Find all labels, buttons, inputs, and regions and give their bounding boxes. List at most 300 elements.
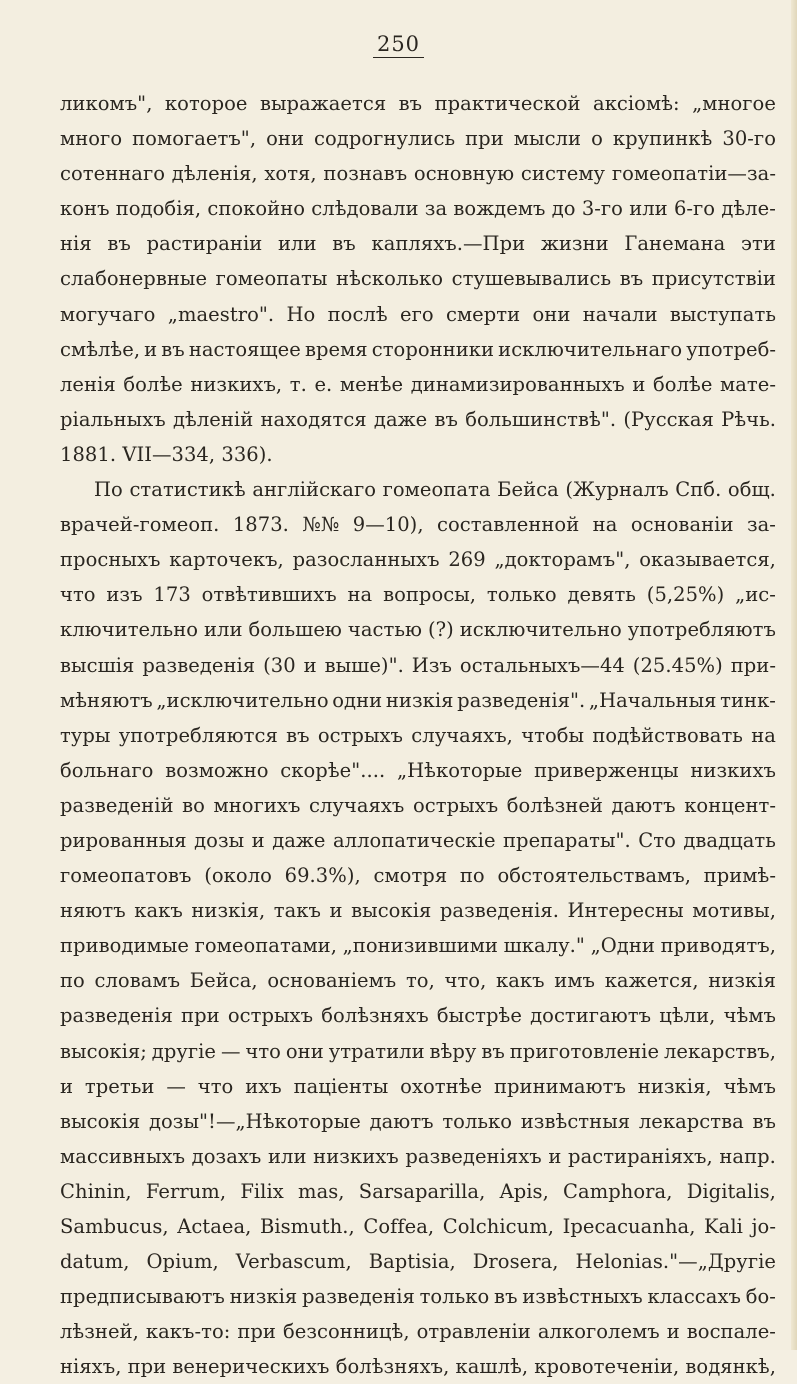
word: врачей-гомеоп. [60,513,220,537]
word: спокойно [207,197,306,221]
word: Actaea, [177,1215,252,1238]
text-line [60,332,776,367]
word: ключительно [60,618,199,642]
word: лекарствъ, [663,1039,776,1063]
word: (около [204,864,272,888]
word: англійскаго [252,478,377,502]
word: за- [746,513,776,537]
word: остальныхъ—44 [459,653,625,677]
text-line [60,823,776,858]
word: большею [248,618,342,642]
word: скорѣе".... [280,758,386,782]
text-line [60,1104,776,1139]
text-line [60,261,776,296]
word: отвѣтившихъ [201,583,337,607]
word: болѣе [653,372,713,396]
word: Opium, [146,1250,219,1274]
word: (5,25%) [646,583,725,607]
word: хотя, [264,162,317,186]
word: Ferrum, [145,1179,227,1203]
word: конъ [60,197,110,221]
word: разведеніяхъ [405,1144,542,1168]
word: словамъ [94,969,181,993]
word: въ [494,1285,518,1309]
word: дозахъ [191,1144,262,1168]
word: гомеопатовъ [60,864,192,888]
word: Colchicum, [442,1215,555,1238]
word: алкоголемъ [537,1320,660,1344]
word: тинк- [720,688,776,712]
word: такъ [273,899,322,923]
word: (25.45%) [632,653,723,677]
word: приверженцы [534,758,679,782]
word: Сто [638,828,676,852]
word: въ [332,232,356,256]
word: стушевывались [451,267,612,291]
word: разведенія [301,1285,415,1309]
word: болѣе [123,372,183,396]
word: они [532,302,571,326]
word: Бейса, [189,969,258,993]
word: даже [272,828,326,852]
word: послѣ [327,302,388,326]
word: приводятъ, [660,934,776,958]
word: даютъ [611,793,676,817]
word: при [181,1004,220,1028]
word: шкалу." [503,934,585,958]
word: острыхъ [317,723,404,747]
word: Filix [240,1179,284,1203]
word: низкія, [191,899,266,923]
text-line [60,402,776,437]
text-line [60,1244,776,1279]
word: случаяхъ [308,793,405,817]
word: достигаютъ [530,1004,652,1028]
word: просныхъ [60,548,161,572]
word: помогаетъ", [132,127,257,151]
word: Бейса [497,478,559,502]
word: и [666,1320,680,1344]
text-line [60,226,776,261]
word: вождемъ [453,197,546,221]
word: Apis, [499,1179,549,1203]
word: — [166,1074,186,1098]
word: препараты". [503,828,631,852]
word: Helonias."—„Другіе [575,1250,776,1274]
word: дозы"!—„Нѣкоторые [148,1109,361,1133]
word: 1873. [232,513,289,537]
word: чѣмъ [723,1004,776,1028]
word: выступать [669,302,776,326]
word: Изъ [411,653,452,677]
word: отравленіи [416,1320,531,1344]
word: и [251,828,265,852]
word: дѣленій [172,407,254,431]
word: Sambucus, [60,1215,169,1238]
word: находятся [260,407,367,431]
word: острыхъ [412,793,499,817]
word: 269 [448,548,486,572]
text-line [60,1349,776,1384]
word: карточекъ, [169,548,284,572]
word: при [465,127,504,151]
word: высокія; [60,1039,147,1063]
word: или [629,197,668,221]
word: mas, [298,1179,345,1203]
word: „исключительно [156,688,329,712]
word: въ [107,232,131,256]
word: разведеній [60,793,174,817]
word: чѣмъ [723,1074,776,1098]
text-line [60,507,776,542]
word: нѣсколько [336,267,444,291]
text-line [60,1314,776,1349]
word: мѣняютъ [60,688,153,712]
word: Camphora, [563,1179,673,1203]
word: оказывается, [639,548,776,572]
word: сотеннаго [60,162,166,186]
word: 30-го [722,127,776,151]
word: за [424,197,448,221]
word: что [245,1039,281,1063]
word: Coffea, [363,1215,435,1238]
word: двадцать [683,828,776,852]
word: Kali [704,1215,743,1238]
word: низкихъ [690,758,776,782]
word: datum, [60,1250,130,1274]
word: частью [347,618,423,642]
word: острыхъ [227,1004,314,1028]
word: безсонницѣ, [282,1320,410,1344]
word: Но [286,302,316,326]
text-line [60,998,776,1033]
word: растираніяхъ, [568,1144,713,1168]
text-line [60,683,776,718]
word: возможно [165,758,269,782]
text-line [60,648,776,683]
word: въ [161,337,185,361]
word: начали [582,302,658,326]
word: Baptisia, [368,1250,456,1274]
word: концент- [684,793,776,817]
word: — [220,1039,241,1063]
word: основную [413,162,515,186]
word: ріальныхъ [60,407,166,431]
word: №№ [302,513,340,537]
word: низкихъ, [190,372,283,396]
text-line [60,612,776,647]
word: практической [434,92,581,115]
word: 69.3%), [284,864,361,888]
word: приводимые [60,934,189,958]
text-line [60,191,776,226]
word: няютъ [60,899,126,923]
word: они [266,127,304,151]
word: имъ [554,969,596,993]
word: т. [289,372,307,396]
text-line [60,1209,776,1244]
word: большинствѣ". [465,407,617,431]
word: которое [164,92,248,115]
word: „Нѣкоторые [396,758,523,782]
word: смѣлѣе, [60,337,141,361]
word: смерти [445,302,521,326]
word: (Русская [623,407,714,431]
word: о [591,127,603,151]
word: мате- [720,372,776,396]
word: обстоятельствамъ, [497,864,691,888]
word: по [459,864,485,888]
word: 9—10), [352,513,424,537]
word: принимаютъ [493,1074,626,1098]
text-line [60,577,776,612]
text-line [60,1279,776,1314]
word: на [751,723,776,747]
page-edge [791,0,797,1350]
word: классахъ [647,1285,741,1309]
word: 173 [153,583,191,607]
word: въ [481,1039,505,1063]
word: „Одни [590,934,655,958]
word: эти [741,232,776,256]
word: настоящее [188,337,301,361]
word: туры [60,723,111,747]
word: какъ-то: [145,1320,231,1344]
word: при- [730,653,776,677]
word: аксіомѣ: [593,92,680,115]
word: и [144,337,158,361]
word: рированныя [60,828,187,852]
text-line [60,753,776,788]
word: мотивы, [692,899,776,923]
word: предписываютъ [60,1285,225,1309]
word: присутствіи [651,267,776,291]
word: сторонники [371,337,495,361]
word: нія [60,232,92,256]
word: „Начальныя [588,688,717,712]
word: больнаго [60,758,154,782]
word: только [486,583,557,607]
word: только [419,1285,490,1309]
word: или [204,618,243,642]
word: въ [398,92,423,115]
word: случаяхъ, [411,723,513,747]
text-line [60,156,776,191]
word: по [60,969,85,993]
word: даже [373,407,428,431]
word: извѣстныхъ [522,1285,643,1309]
word: менѣе [339,372,404,396]
word: составленной [437,513,580,537]
word: подѣйствовать [592,723,743,747]
text-line [60,86,776,121]
text-line [60,542,776,577]
word: Bismuth., [259,1215,355,1238]
word: лекарства [638,1109,744,1133]
word: динамизированныхъ [410,372,625,396]
word: „ис- [735,583,776,607]
word: въ [752,1109,776,1133]
word: до [551,197,576,221]
word: вопросы, [383,583,477,607]
word: общ. [727,478,776,502]
word: жизни [540,232,609,256]
text-line [60,1034,776,1069]
page-number: 250 [0,32,797,56]
word: быстрѣе [436,1004,522,1028]
word: разведенія. [439,899,559,923]
word: водянкѣ, [685,1355,776,1379]
word: разведенія". [457,688,586,712]
word: много [60,127,123,151]
word: гомеопаты [215,267,328,291]
word: въ [434,407,458,431]
text-line [60,1174,776,1209]
word: По [94,478,123,502]
word: Sarsaparilla, [358,1179,486,1203]
word: извѣстныя [520,1109,631,1133]
text-line [60,1139,776,1174]
word: кашлѣ, [455,1355,529,1379]
word: и [329,899,343,923]
word: бо- [745,1285,776,1309]
word: чтобы [521,723,585,747]
word: девять [567,583,636,607]
word: 3-го [581,197,623,221]
word: воспале- [686,1320,776,1344]
word: и [303,653,317,677]
text-line [60,963,776,998]
word: на [347,583,373,607]
word: ленія [60,372,116,396]
word: употребляются [118,723,278,747]
word: Verbascum, [235,1250,352,1274]
word: даютъ [369,1109,434,1133]
word: низкія [385,688,454,712]
text-line [60,1069,776,1104]
word: дозы [194,828,245,852]
word: „maestro". [167,302,275,326]
word: цѣли, [659,1004,716,1028]
word: высшія [60,653,135,677]
word: многихъ [213,793,301,817]
word: Рѣчь. [721,407,776,431]
text-line [60,718,776,753]
word: охотнѣе [400,1074,483,1098]
word: выше)". [324,653,404,677]
word: низкія [708,969,776,993]
word: или [278,232,317,256]
text-line [60,858,776,893]
word: разосланныхъ [292,548,440,572]
word: Chinin, [60,1179,132,1203]
word: „понизившими [342,934,498,958]
word: исключительно [459,618,622,642]
word: во [182,793,205,817]
word: (?) [427,618,454,642]
word: венерическихъ [172,1355,330,1379]
word: аллопатическіе [332,828,496,852]
word: (Журналъ [565,478,669,502]
word: основаніемъ [267,969,397,993]
word: разведенія [60,1004,173,1028]
word: лѣзней, [60,1320,139,1344]
body-text [60,86,776,1384]
word: утратили [328,1039,425,1063]
word: болѣзняхъ [321,1004,429,1028]
word: систему [520,162,606,186]
word: и [548,1144,562,1168]
word: его [400,302,434,326]
word: на [592,513,618,537]
word: что [197,1074,234,1098]
word: употребляютъ [627,618,776,642]
word: растираніи [146,232,263,256]
word: гомеопата [382,478,491,502]
word: Ганемана [624,232,726,256]
word: (30 [263,653,296,677]
word: выражается [259,92,387,115]
word: третьи [84,1074,155,1098]
word: что, [444,969,487,993]
word: время [304,337,368,361]
word: употреб- [686,337,776,361]
word: кажется, [604,969,699,993]
word: разведенія [142,653,256,677]
word: Спб. [675,478,722,502]
word: болѣзняхъ, [335,1355,450,1379]
word: высокія [60,1109,141,1133]
word: ихъ [245,1074,282,1098]
word: низкія [229,1285,298,1309]
text-line [60,893,776,928]
paragraph-start-line [60,472,776,507]
word: что [60,583,96,607]
word: въ [619,267,644,291]
word: 6-го [673,197,716,221]
text-line [60,928,776,963]
word: гомеопатами, [194,934,337,958]
word: дѣленія, [171,162,258,186]
word: е. [314,372,333,396]
word: низкихъ [313,1144,399,1168]
word: мысли [513,127,582,151]
word: статистикѣ [129,478,246,502]
word: исключительнаго [498,337,683,361]
word: слѣдовали [311,197,419,221]
word: смотря [373,864,448,888]
word: другіе [151,1039,217,1063]
word: какъ [496,969,545,993]
word: Интересны [567,899,684,923]
word: могучаго [60,302,156,326]
text-line [60,297,776,332]
word: въ [286,723,310,747]
word: ликомъ", [60,92,153,115]
word: кровотеченіи, [534,1355,680,1379]
word: при [237,1320,276,1344]
word: и [60,1074,74,1098]
word: основаніи [630,513,734,537]
text-line [60,788,776,823]
word: Drosera, [472,1250,559,1274]
text-line: 1881. VII—334, 336). [60,442,273,466]
word: они [285,1039,324,1063]
word: напр. [719,1144,776,1168]
word: или [268,1144,307,1168]
word: при [127,1355,167,1379]
word: слабонервные [60,267,208,291]
